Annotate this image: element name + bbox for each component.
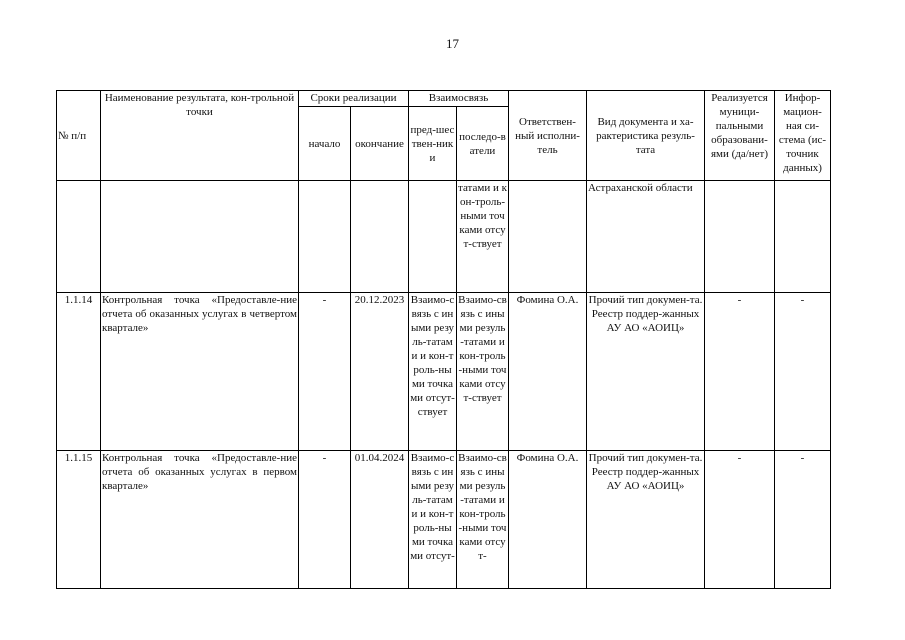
row-predecessors	[409, 181, 457, 293]
header-info-system: Инфор-мацион-ная си-стема (ис-точник данных)	[775, 91, 831, 181]
header-relation: Взаимосвязь	[409, 91, 509, 107]
row-responsible	[509, 181, 587, 293]
header-successors: последо-ватели	[457, 107, 509, 181]
row-successors: татами и кон-троль-ными точками отсут-ствует	[457, 181, 509, 293]
header-name: Наименование результата, кон-трольной точки	[101, 91, 299, 181]
row-start: -	[299, 451, 351, 589]
table-row	[57, 451, 831, 589]
row-name	[101, 181, 299, 293]
header-responsible: Ответствен-ный исполни-тель	[509, 91, 587, 181]
table-row	[57, 181, 831, 293]
row-end: 01.04.2024	[351, 451, 409, 589]
row-municipal: -	[705, 293, 775, 451]
row-end	[351, 181, 409, 293]
header-predecessors: пред-шествен-ники	[409, 107, 457, 181]
row-num: 1.1.15	[57, 451, 101, 589]
row-end: 20.12.2023	[351, 293, 409, 451]
row-successors: Взаимо-связь с иными резуль-татами и кон-троль-ными точками отсут-	[457, 451, 509, 589]
row-info-system: -	[775, 451, 831, 589]
row-municipal: -	[705, 451, 775, 589]
row-doc-type: Прочий тип докумен-та. Реестр поддер-жанных АУ АО «АОИЦ»	[587, 293, 705, 451]
header-row-top	[57, 91, 831, 107]
row-start: -	[299, 293, 351, 451]
row-start	[299, 181, 351, 293]
implementation-plan-table	[56, 90, 831, 589]
header-municipal: Реализуется муници-пальными образовани-ями (да/нет)	[705, 91, 775, 181]
row-num: 1.1.14	[57, 293, 101, 451]
table-row	[57, 293, 831, 451]
row-municipal	[705, 181, 775, 293]
row-name: Контрольная точка «Предоставле-ние отчета об оказанных услугах в первом квартале»	[101, 451, 299, 589]
row-predecessors: Взаимо-связь с иными резуль-татами и кон-троль-ными точками отсут-ствует	[409, 293, 457, 451]
row-info-system	[775, 181, 831, 293]
header-start: начало	[299, 107, 351, 181]
header-num: № п/п	[57, 91, 101, 181]
row-successors: Взаимо-связь с иными резуль-татами и кон-троль-ными точками отсут-ствует	[457, 293, 509, 451]
page-number: 17	[446, 36, 459, 51]
row-responsible: Фомина О.А.	[509, 451, 587, 589]
row-num	[57, 181, 101, 293]
header-doc-type: Вид документа и ха-рактеристика резуль-тата	[587, 91, 705, 181]
row-doc-type: Астраханской области	[587, 181, 705, 293]
row-info-system: -	[775, 293, 831, 451]
row-doc-type: Прочий тип докумен-та. Реестр поддер-жанных АУ АО «АОИЦ»	[587, 451, 705, 589]
row-predecessors: Взаимо-связь с иными резуль-татами и кон-троль-ными точками отсут-	[409, 451, 457, 589]
row-name: Контрольная точка «Предоставле-ние отчета об оказанных услугах в четвертом квартале»	[101, 293, 299, 451]
header-terms: Сроки реализации	[299, 91, 409, 107]
row-responsible: Фомина О.А.	[509, 293, 587, 451]
header-end: окончание	[351, 107, 409, 181]
